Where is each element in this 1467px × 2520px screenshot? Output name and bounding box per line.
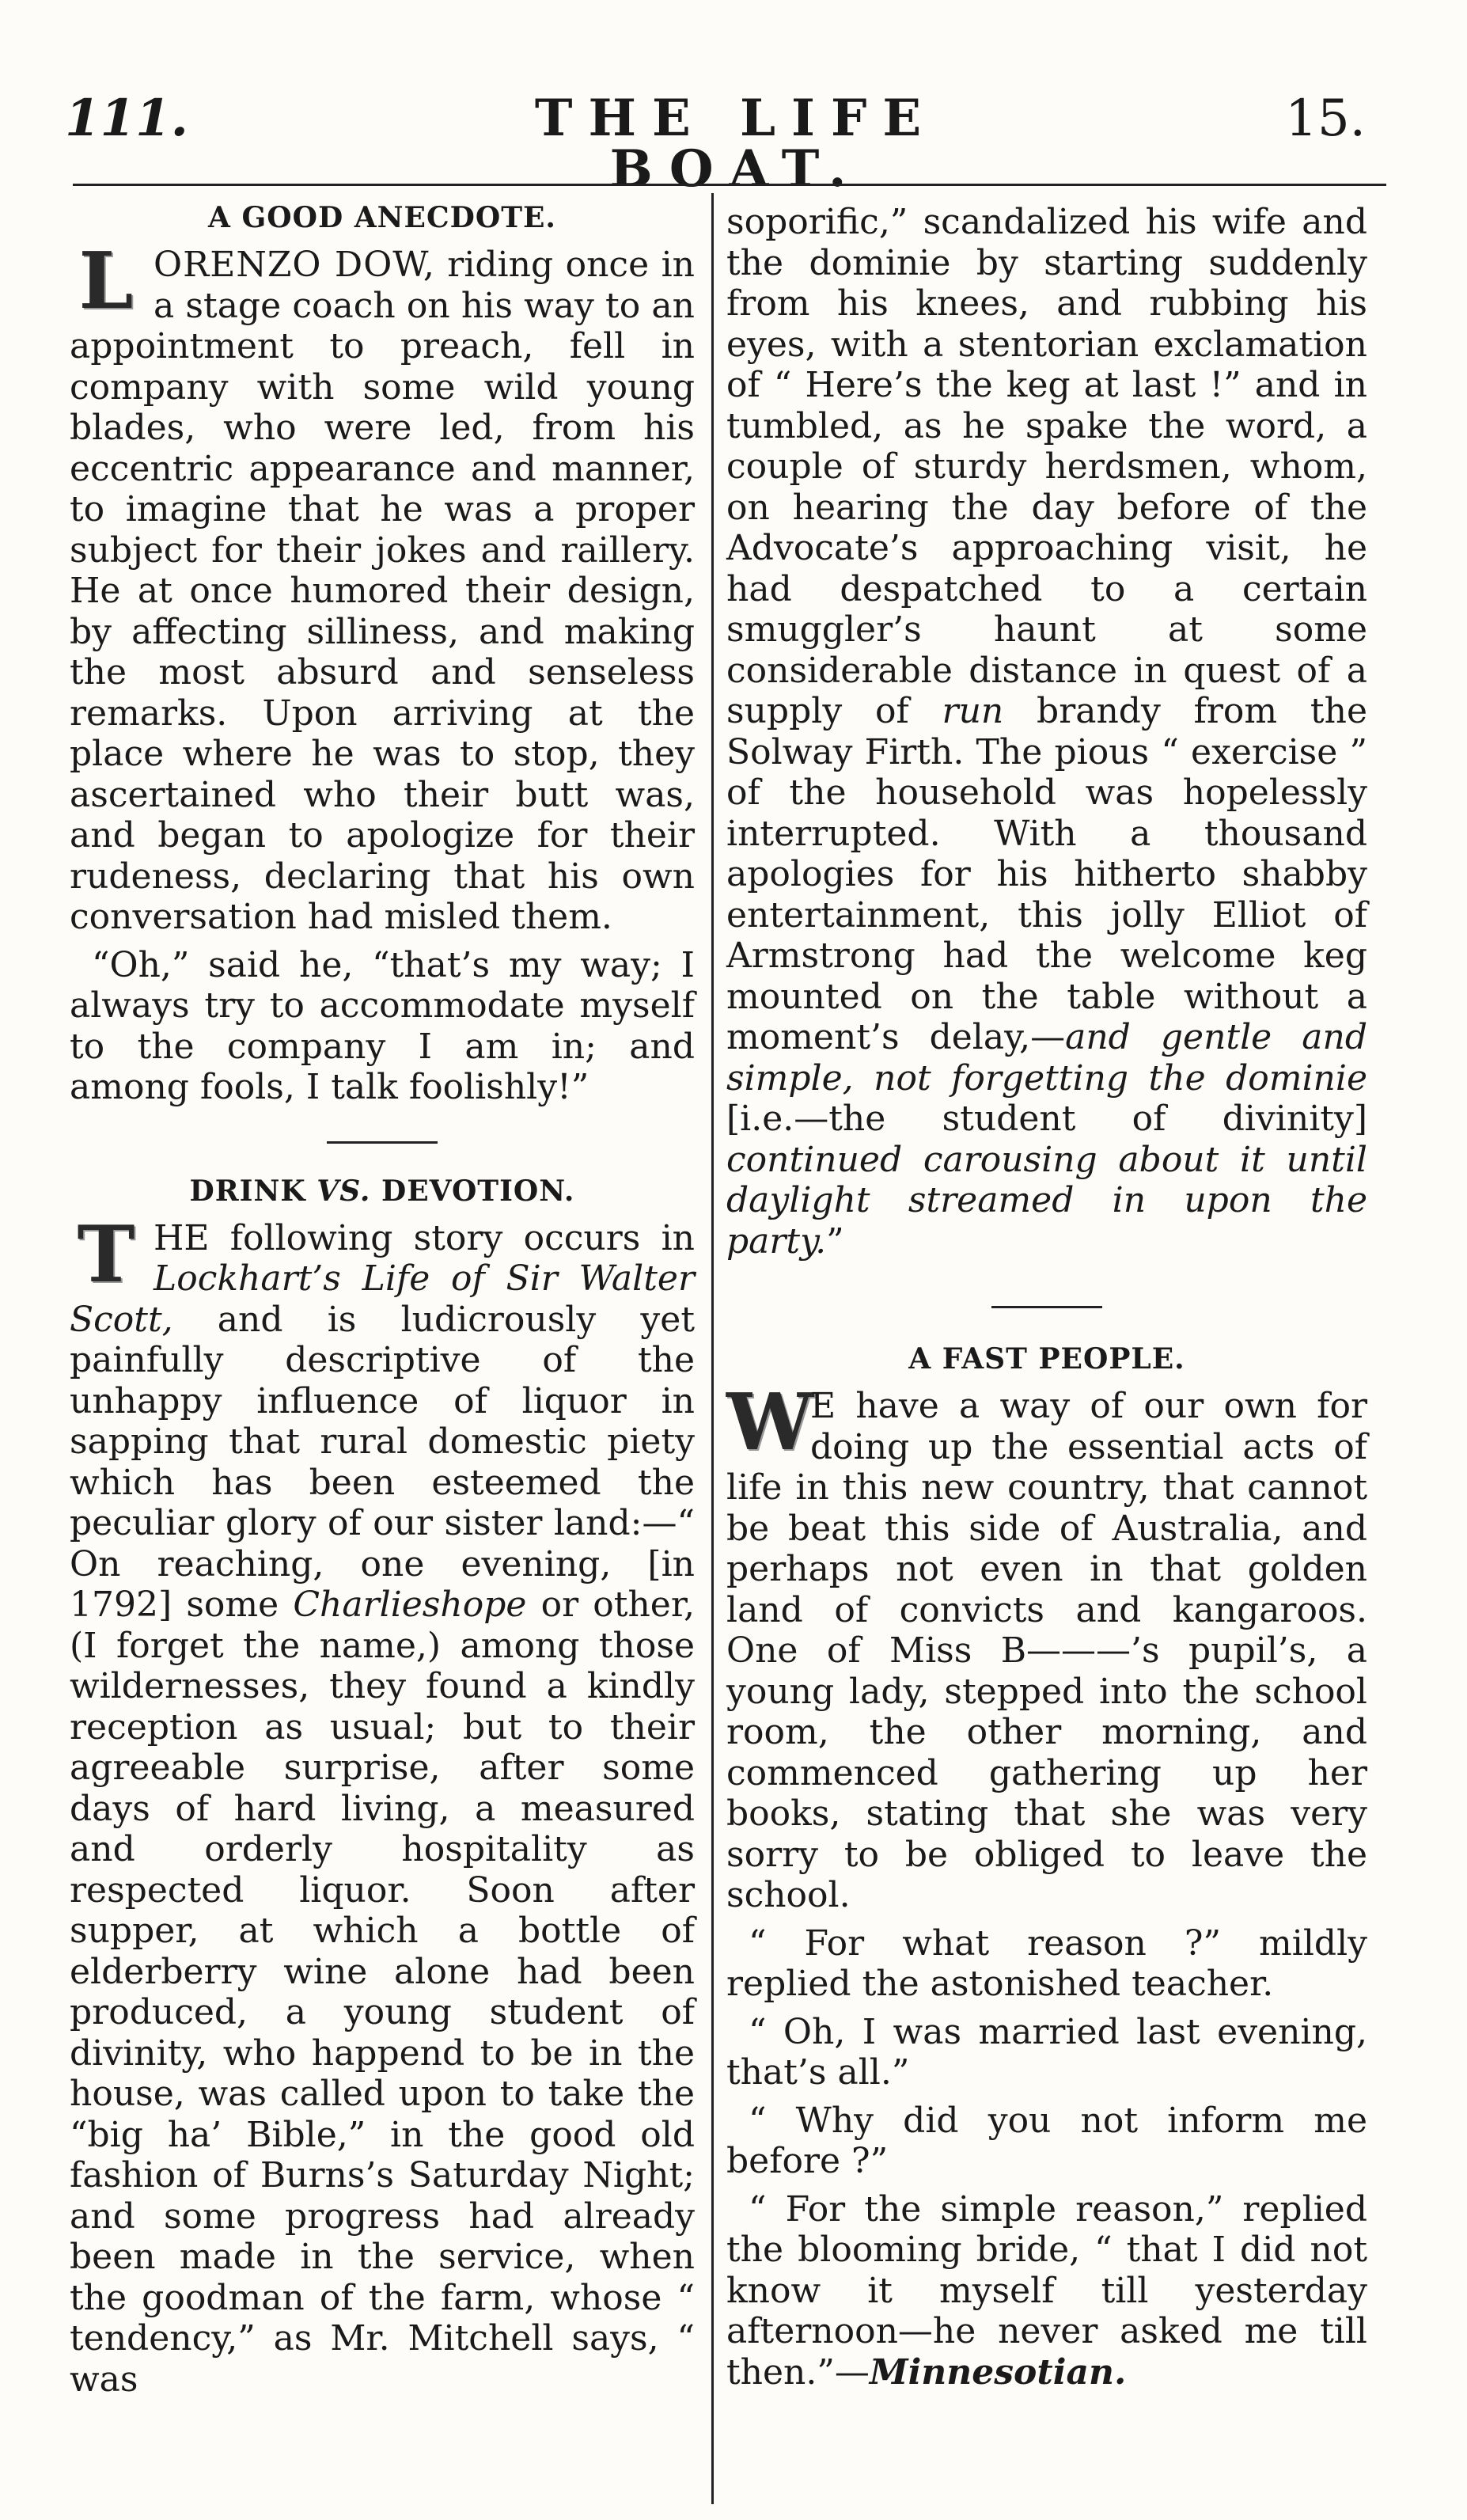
header-rule <box>73 184 1386 186</box>
right-column <box>726 202 1367 2400</box>
ornamental-drop-cap: W <box>726 1377 814 1468</box>
article-paragraph: “ Why did you not inform me before ?” <box>726 2100 1367 2181</box>
source-attribution: Minnesotian. <box>869 2351 1127 2393</box>
article-paragraph: “Oh,” said he, “that’s my way; I always try to accommodate myself to the company I am in; and among fools, I talk foolishly!” <box>70 944 695 1107</box>
article-drink-vs-devotion-continued <box>726 202 1367 1262</box>
place-name: Charlieshope <box>293 1584 527 1625</box>
article-paragraph <box>70 236 695 938</box>
paragraph-text: brandy from the Solway Firth. The pious “ exercise ” of the household was hopelessly interrupted. With a thousand apologies for his hitherto shabby entertainment, this jolly Elliot of Armstrong had the welcome keg mounted on the table without a moment’s delay,— <box>726 691 1367 1057</box>
issue-number: 111. <box>65 89 188 148</box>
section-divider <box>991 1306 1102 1308</box>
masthead-title: THE LIFE BOAT. <box>534 89 938 199</box>
article-heading: A GOOD ANECDOTE. <box>208 201 556 234</box>
paragraph-text: soporific,” scandalized his wife and the dominie by starting suddenly from his knees, and rubbing his eyes, with a stentorian exclamation of “ Here’s the keg at last !” and in tumbled, as he spake the word, a couple of sturdy herdsmen, whom, on hearing the day before of the Advocate’s approaching visit, he had despatched to a certain smuggler’s haunt at some considerable distance in quest of a supply of <box>726 202 1367 731</box>
paragraph-text: [i.e.—the student of divinity] <box>726 1099 1367 1139</box>
ornamental-drop-cap: L <box>78 236 134 327</box>
article-fast-people <box>726 1343 1367 2393</box>
article-paragraph <box>726 202 1367 1262</box>
left-column <box>70 202 695 2407</box>
article-heading <box>70 1175 695 1207</box>
paragraph-text: “ For the simple reason,” replied the blooming bride, “ that I did not know it myself till yesterday afternoon—he never asked me till then.”— <box>726 2188 1367 2393</box>
italic-word: run <box>942 691 1004 731</box>
closing-quote: ” <box>826 1220 844 1262</box>
italic-phrase: and gentle and simple, not forgetting the dominie <box>726 1017 1367 1099</box>
book-title: Lockhart’s Life of Sir Walter Scott, <box>70 1258 695 1340</box>
article-paragraph <box>726 1377 1367 1916</box>
ornamental-drop-cap: T <box>77 1209 135 1300</box>
article-drink-vs-devotion <box>70 1175 695 2400</box>
section-divider <box>327 1141 438 1144</box>
page-number: 15. <box>1285 89 1366 148</box>
article-good-anecdote <box>70 202 695 1108</box>
heading-vs: VS. <box>317 1174 371 1208</box>
article-paragraph <box>70 1209 696 2400</box>
lead-words: ORENZO DOW, <box>154 245 435 285</box>
article-paragraph: “ Oh, I was married last evening, that’s all.” <box>726 2011 1367 2093</box>
article-heading: A FAST PEOPLE. <box>908 1342 1185 1376</box>
heading-text-rest: DEVOTION. <box>370 1174 575 1208</box>
article-paragraph: “ For what reason ?” mildly replied the astonished teacher. <box>726 1922 1367 2004</box>
column-rule <box>711 193 714 2504</box>
paragraph-text: HE following story occurs in <box>154 1217 695 1258</box>
heading-text: DRINK <box>189 1174 317 1208</box>
italic-phrase: continued carousing about it until daylight streamed in upon the party. <box>726 1139 1367 1262</box>
article-paragraph <box>726 2189 1367 2393</box>
paragraph-text: and is ludicrously yet painfully descriptive of the unhappy influence of liquor in sapping that rural domestic piety which has been esteemed the peculiar glory of our sister land:—“ On reaching, one evening, [in 1792] some <box>70 1299 695 1625</box>
paragraph-text: riding once in a stage coach on his way to an appointment to preach, fell in company with some wild young blades, who were led, from his eccentric appearance and manner, to imagine that he was a proper subject for their jokes and raillery. He at once humored their design, by affecting silliness, and making the most absurd and senseless remarks. Upon arriving at the place where he was to stop, they ascertained who their butt was, and began to apologize for their rudeness, declaring that his own conversation had misled them. <box>70 245 695 937</box>
paragraph-text: or other, (I forget the name,) among those wildernesses, they found a kindly reception as usual; but to their agreeable surprise, after some days of hard living, a measured and orderly hospitality as respected liquor. Soon after supper, at which a bottle of elderberry wine alone had been produced, a young student of divinity, who happend to be in the house, was called upon to take the “big ha’ Bible,” in the good old fashion of Burns’s Saturday Night; and some progress had already been made in the service, when the goodman of the farm, whose “ tendency,” as Mr. Mitchell says, “ was <box>70 1584 696 2400</box>
paragraph-text: E have a way of our own for doing up the essential acts of life in this new country, that cannot be beat this side of Australia, and perhaps not even in that golden land of convicts and kangaroos. One of Miss B———’s pupil’s, a young lady, stepped into the school room, the other morning, and commenced gathering up her books, stating that she was very sorry to be obliged to leave the school. <box>726 1386 1367 1915</box>
